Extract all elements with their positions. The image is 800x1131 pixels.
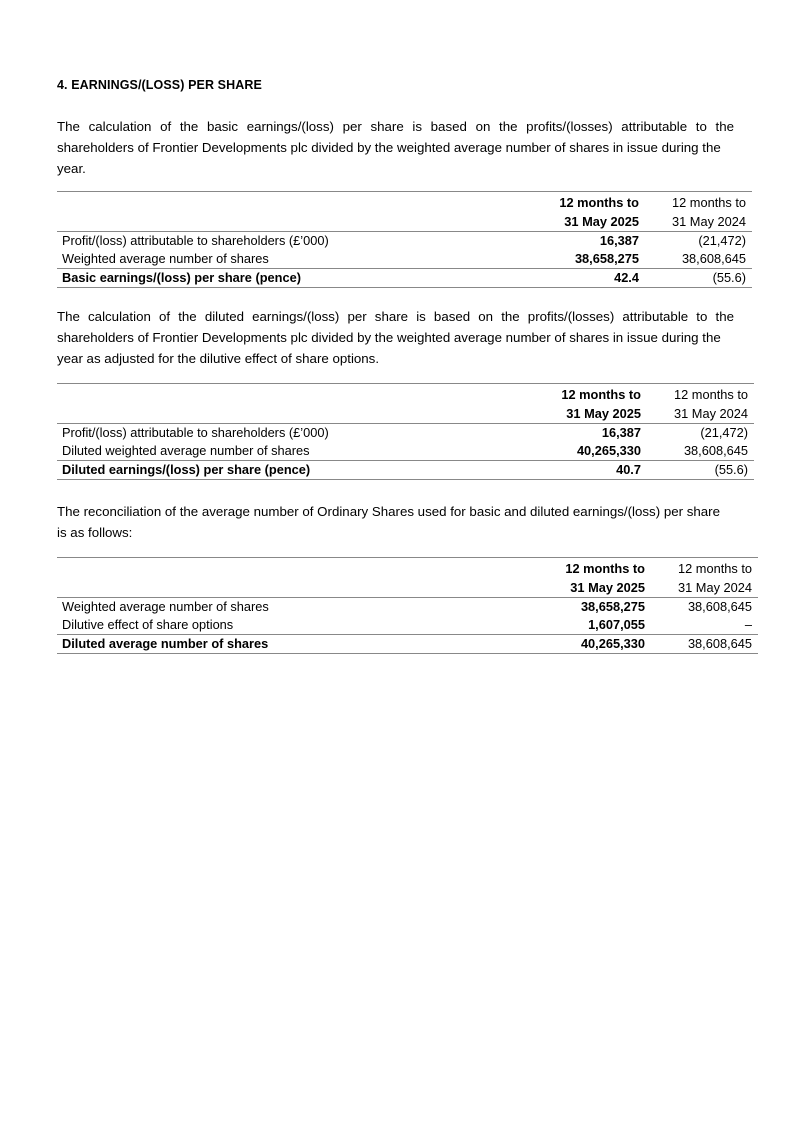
diluted-intro-line-3: year as adjusted for the dilutive effect of share options. bbox=[57, 351, 380, 366]
row-current-value: 16,387 bbox=[599, 233, 639, 248]
diluted-intro-line-2: shareholders of Frontier Developments plc divided by the weighted average number of shares in issue during the bbox=[57, 330, 721, 345]
row-prior-value: 38,608,645 bbox=[683, 443, 748, 458]
table-header-row bbox=[57, 404, 754, 424]
basic-intro-line-2: shareholders of Frontier Developments plc divided by the weighted average number of shares in issue during the bbox=[57, 140, 721, 155]
header-current-period: 12 months to bbox=[543, 384, 649, 405]
table-header-row bbox=[57, 212, 752, 232]
table-row bbox=[57, 250, 752, 269]
row-prior-value: – bbox=[744, 617, 752, 632]
reconciliation-intro-line-1: The reconciliation of the average number of Ordinary Shares used for basic and diluted earnings/(loss) per share bbox=[57, 504, 720, 519]
basic-eps-table bbox=[57, 191, 752, 288]
table-row bbox=[57, 232, 752, 251]
basic-eps-intro bbox=[57, 116, 734, 179]
total-current-value: 42.4 bbox=[542, 269, 647, 288]
row-label: Profit/(loss) attributable to shareholders (£’000) bbox=[62, 425, 329, 440]
section-heading: 4. EARNINGS/(LOSS) PER SHARE bbox=[57, 78, 262, 92]
total-label: Diluted average number of shares bbox=[57, 635, 547, 654]
reconciliation-intro-line-2: is as follows: bbox=[57, 525, 133, 540]
total-current-value: 40.7 bbox=[543, 461, 649, 480]
header-current-date: 31 May 2025 bbox=[543, 404, 649, 424]
table-row bbox=[57, 442, 754, 461]
row-label: Dilutive effect of share options bbox=[62, 617, 234, 632]
row-label: Weighted average number of shares bbox=[62, 599, 269, 614]
header-prior-period: 12 months to bbox=[653, 558, 758, 579]
row-current-value: 16,387 bbox=[601, 425, 641, 440]
table-row bbox=[57, 598, 758, 617]
table-header-row bbox=[57, 192, 752, 213]
row-prior-value: (21,472) bbox=[700, 425, 748, 440]
header-prior-period: 12 months to bbox=[649, 384, 754, 405]
table-header-row bbox=[57, 578, 758, 598]
header-prior-date: 31 May 2024 bbox=[649, 404, 754, 424]
table-total-row bbox=[57, 269, 752, 288]
diluted-eps-table bbox=[57, 383, 754, 480]
table-row bbox=[57, 616, 758, 635]
header-current-period: 12 months to bbox=[547, 558, 653, 579]
header-current-period: 12 months to bbox=[542, 192, 647, 213]
row-prior-value: 38,608,645 bbox=[681, 251, 746, 266]
diluted-eps-intro bbox=[57, 306, 734, 369]
reconciliation-intro bbox=[57, 501, 734, 543]
table-row bbox=[57, 424, 754, 443]
header-current-date: 31 May 2025 bbox=[542, 212, 647, 232]
header-prior-date: 31 May 2024 bbox=[653, 578, 758, 598]
header-current-date: 31 May 2025 bbox=[547, 578, 653, 598]
row-label: Weighted average number of shares bbox=[62, 251, 269, 266]
basic-intro-line-1: The calculation of the basic earnings/(loss) per share is based on the profits/(losses) attributable to the bbox=[57, 119, 734, 134]
table-header-row bbox=[57, 558, 758, 579]
total-prior-value: (55.6) bbox=[647, 269, 752, 288]
row-label: Profit/(loss) attributable to shareholders (£’000) bbox=[62, 233, 329, 248]
total-label: Basic earnings/(loss) per share (pence) bbox=[57, 269, 542, 288]
row-label: Diluted weighted average number of shares bbox=[62, 443, 310, 458]
total-prior-value: 38,608,645 bbox=[653, 635, 758, 654]
row-current-value: 1,607,055 bbox=[588, 617, 645, 632]
row-prior-value: 38,608,645 bbox=[687, 599, 752, 614]
reconciliation-table bbox=[57, 557, 758, 654]
header-prior-date: 31 May 2024 bbox=[647, 212, 752, 232]
header-prior-period: 12 months to bbox=[647, 192, 752, 213]
table-total-row bbox=[57, 461, 754, 480]
basic-intro-line-3: year. bbox=[57, 161, 86, 176]
total-prior-value: (55.6) bbox=[649, 461, 754, 480]
row-current-value: 38,658,275 bbox=[574, 251, 639, 266]
total-current-value: 40,265,330 bbox=[547, 635, 653, 654]
row-prior-value: (21,472) bbox=[698, 233, 746, 248]
row-current-value: 38,658,275 bbox=[580, 599, 645, 614]
row-current-value: 40,265,330 bbox=[576, 443, 641, 458]
total-label: Diluted earnings/(loss) per share (pence) bbox=[57, 461, 543, 480]
table-header-row bbox=[57, 384, 754, 405]
diluted-intro-line-1: The calculation of the diluted earnings/(loss) per share is based on the profits/(losses) attributable to the bbox=[57, 309, 734, 324]
table-total-row bbox=[57, 635, 758, 654]
